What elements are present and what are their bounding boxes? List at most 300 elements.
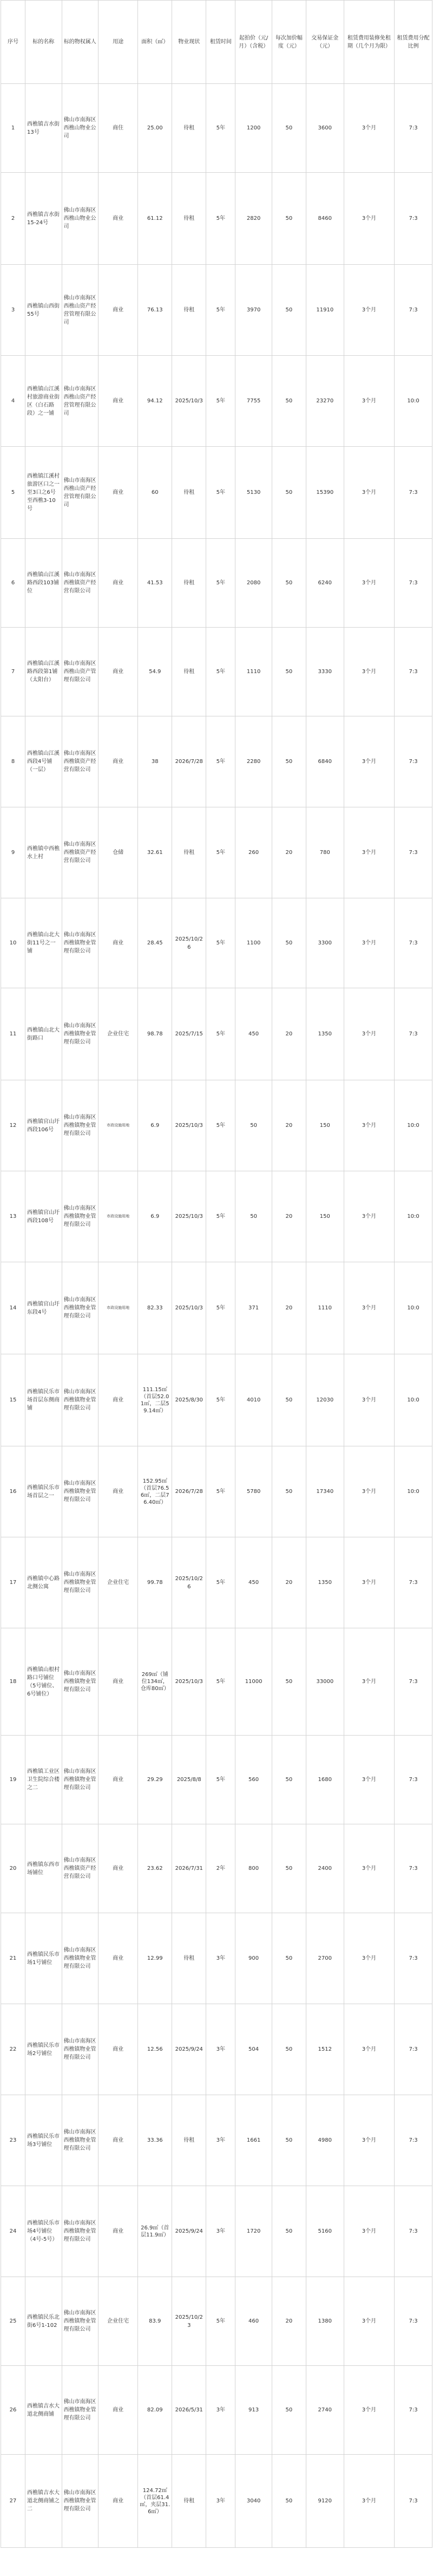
cell-ratio: 7:3 <box>395 628 432 716</box>
cell-increment: 50 <box>272 898 306 988</box>
cell-increment: 50 <box>272 356 306 447</box>
cell-area: 41.53 <box>138 539 172 628</box>
cell-free-period: 3个月 <box>344 2366 394 2455</box>
lease-listing-table <box>1 0 432 2548</box>
cell-price: 913 <box>235 2366 272 2455</box>
cell-status: 2025/10/3 <box>172 1171 206 1262</box>
cell-deposit: 150 <box>306 1080 344 1171</box>
table-row <box>1 1537 432 1628</box>
cell-increment: 20 <box>272 1262 306 1354</box>
cell-deposit: 3300 <box>306 898 344 988</box>
cell-free-period: 3个月 <box>344 2004 394 2095</box>
cell-area: 12.56 <box>138 2004 172 2095</box>
cell-free-period: 3个月 <box>344 447 394 539</box>
cell-name: 西樵镇官山圩西段108号 <box>25 1171 62 1262</box>
cell-status: 2025/7/15 <box>172 988 206 1080</box>
cell-no: 12 <box>1 1080 25 1171</box>
cell-name: 西樵镇山江溪路西段103铺位 <box>25 539 62 628</box>
cell-deposit: 15390 <box>306 447 344 539</box>
cell-term: 5年 <box>206 1446 235 1537</box>
cell-ratio: 7:3 <box>395 2455 432 2548</box>
cell-name: 西樵镇吉水街15-24号 <box>25 173 62 265</box>
cell-status: 2025/10/3 <box>172 1262 206 1354</box>
cell-use: 企业住宅 <box>99 1537 138 1628</box>
cell-status: 待租 <box>172 628 206 716</box>
cell-area: 12.99 <box>138 1913 172 2004</box>
cell-term: 3年 <box>206 1913 235 2004</box>
cell-no: 3 <box>1 265 25 356</box>
cell-status: 待租 <box>172 539 206 628</box>
cell-ratio: 10:0 <box>395 1446 432 1537</box>
cell-use: 商业 <box>99 1824 138 1913</box>
cell-ratio: 10:0 <box>395 1262 432 1354</box>
cell-use: 商业 <box>99 1736 138 1824</box>
cell-owner: 佛山市南海区西樵镇物业管理有限公司 <box>62 1171 99 1262</box>
header-ratio: 租赁费用分配比例 <box>395 1 432 84</box>
cell-term: 5年 <box>206 447 235 539</box>
cell-owner: 佛山市南海区西樵镇物业管理有限公司 <box>62 1736 99 1824</box>
cell-status: 待租 <box>172 1913 206 2004</box>
cell-status: 2026/7/28 <box>172 716 206 807</box>
cell-name: 西樵镇江溪村旅游区口之一至3口之6号至西樵3-10号 <box>25 447 62 539</box>
cell-increment: 50 <box>272 628 306 716</box>
cell-name: 西樵镇山北大街11号之一铺 <box>25 898 62 988</box>
cell-owner: 佛山市南海区西樵山资产经营管理有限公司 <box>62 356 99 447</box>
cell-owner: 佛山市南海区西樵镇物业管理有限公司 <box>62 2186 99 2277</box>
cell-status: 2025/10/26 <box>172 898 206 988</box>
cell-use: 商业 <box>99 539 138 628</box>
cell-term: 3年 <box>206 2004 235 2095</box>
cell-deposit: 1512 <box>306 2004 344 2095</box>
cell-deposit: 17340 <box>306 1446 344 1537</box>
header-increment: 每次加价幅度（元） <box>272 1 306 84</box>
cell-free-period: 3个月 <box>344 265 394 356</box>
cell-use: 商业 <box>99 2366 138 2455</box>
cell-use: 市政设施用地 <box>99 1080 138 1171</box>
cell-use: 商业 <box>99 2186 138 2277</box>
cell-term: 5年 <box>206 1354 235 1446</box>
cell-price: 1110 <box>235 628 272 716</box>
cell-status: 2025/9/24 <box>172 2186 206 2277</box>
table-header <box>1 1 432 84</box>
cell-deposit: 2400 <box>306 1824 344 1913</box>
header-free-period: 租赁费用装修免租期（几个月为限） <box>344 1 394 84</box>
cell-use: 商业 <box>99 356 138 447</box>
cell-increment: 50 <box>272 539 306 628</box>
cell-free-period: 3个月 <box>344 1080 394 1171</box>
cell-term: 3年 <box>206 2366 235 2455</box>
cell-deposit: 4980 <box>306 2095 344 2186</box>
cell-price: 800 <box>235 1824 272 1913</box>
cell-increment: 50 <box>272 716 306 807</box>
cell-status: 2026/5/31 <box>172 2366 206 2455</box>
cell-ratio: 7:3 <box>395 173 432 265</box>
cell-increment: 50 <box>272 265 306 356</box>
cell-price: 504 <box>235 2004 272 2095</box>
table-row <box>1 2366 432 2455</box>
cell-use: 企业住宅 <box>99 2277 138 2366</box>
cell-area: 60 <box>138 447 172 539</box>
cell-no: 6 <box>1 539 25 628</box>
cell-free-period: 3个月 <box>344 1446 394 1537</box>
cell-no: 21 <box>1 1913 25 2004</box>
cell-area: 83.9 <box>138 2277 172 2366</box>
cell-status: 2025/10/3 <box>172 1628 206 1736</box>
cell-owner: 佛山市南海区西樵镇物业管理有限公司 <box>62 2277 99 2366</box>
cell-deposit: 780 <box>306 807 344 898</box>
cell-increment: 50 <box>272 1354 306 1446</box>
cell-status: 2025/10/26 <box>172 1537 206 1628</box>
cell-ratio: 7:3 <box>395 898 432 988</box>
cell-increment: 50 <box>272 2186 306 2277</box>
cell-use: 商业 <box>99 1913 138 2004</box>
cell-price: 7755 <box>235 356 272 447</box>
cell-no: 8 <box>1 716 25 807</box>
table-row <box>1 807 432 898</box>
table-row <box>1 1446 432 1537</box>
cell-free-period: 3个月 <box>344 898 394 988</box>
cell-no: 24 <box>1 2186 25 2277</box>
cell-area: 76.13 <box>138 265 172 356</box>
table-row <box>1 2277 432 2366</box>
cell-no: 11 <box>1 988 25 1080</box>
cell-name: 西樵镇民乐市场4号铺位（4号-5号） <box>25 2186 62 2277</box>
cell-term: 5年 <box>206 84 235 173</box>
cell-use: 商业 <box>99 173 138 265</box>
cell-increment: 50 <box>272 2366 306 2455</box>
cell-increment: 20 <box>272 1171 306 1262</box>
cell-price: 50 <box>235 1171 272 1262</box>
cell-owner: 佛山市南海区西樵镇物业管理有限公司 <box>62 988 99 1080</box>
cell-ratio: 7:3 <box>395 1736 432 1824</box>
cell-no: 5 <box>1 447 25 539</box>
cell-no: 22 <box>1 2004 25 2095</box>
cell-price: 900 <box>235 1913 272 2004</box>
cell-free-period: 3个月 <box>344 1824 394 1913</box>
cell-area: 26.9㎡（首层11.9㎡） <box>138 2186 172 2277</box>
cell-increment: 50 <box>272 2095 306 2186</box>
header-deposit: 交易保证金（元） <box>306 1 344 84</box>
cell-increment: 50 <box>272 1913 306 2004</box>
cell-no: 2 <box>1 173 25 265</box>
cell-area: 82.33 <box>138 1262 172 1354</box>
cell-increment: 50 <box>272 447 306 539</box>
cell-use: 企业住宅 <box>99 988 138 1080</box>
cell-area: 29.29 <box>138 1736 172 1824</box>
cell-term: 5年 <box>206 988 235 1080</box>
cell-price: 3040 <box>235 2455 272 2548</box>
cell-status: 2025/10/3 <box>172 356 206 447</box>
cell-deposit: 1680 <box>306 1736 344 1824</box>
cell-price: 3970 <box>235 265 272 356</box>
cell-increment: 50 <box>272 1446 306 1537</box>
cell-price: 450 <box>235 988 272 1080</box>
cell-name: 西樵镇民乐市场2号铺位 <box>25 2004 62 2095</box>
cell-owner: 佛山市南海区西樵镇物业管理有限公司 <box>62 2366 99 2455</box>
cell-use: 商业 <box>99 628 138 716</box>
cell-free-period: 3个月 <box>344 716 394 807</box>
cell-status: 2025/8/30 <box>172 1354 206 1446</box>
cell-increment: 50 <box>272 1736 306 1824</box>
cell-no: 26 <box>1 2366 25 2455</box>
cell-name: 西樵镇吉水大道北侧商铺之二 <box>25 2455 62 2548</box>
cell-owner: 佛山市南海区西樵镇物业管理有限公司 <box>62 1446 99 1537</box>
table-row <box>1 1736 432 1824</box>
cell-area: 152.95㎡（首层76.56㎡，二层76.40㎡） <box>138 1446 172 1537</box>
cell-term: 5年 <box>206 898 235 988</box>
cell-status: 2026/7/31 <box>172 1824 206 1913</box>
cell-status: 待租 <box>172 84 206 173</box>
cell-status: 待租 <box>172 265 206 356</box>
cell-free-period: 3个月 <box>344 1354 394 1446</box>
cell-name: 西樵镇山北大街路口 <box>25 988 62 1080</box>
cell-increment: 20 <box>272 2277 306 2366</box>
cell-owner: 佛山市南海区西樵镇物业管理有限公司 <box>62 898 99 988</box>
cell-name: 西樵镇官山圩东段4号 <box>25 1262 62 1354</box>
cell-ratio: 7:3 <box>395 988 432 1080</box>
cell-free-period: 3个月 <box>344 1628 394 1736</box>
cell-status: 待租 <box>172 807 206 898</box>
table-row <box>1 539 432 628</box>
cell-free-period: 3个月 <box>344 2455 394 2548</box>
cell-no: 20 <box>1 1824 25 1913</box>
cell-deposit: 6240 <box>306 539 344 628</box>
cell-name: 西樵镇民乐市场3号铺位 <box>25 2095 62 2186</box>
table-row <box>1 898 432 988</box>
cell-name: 西樵镇中西樵水上村 <box>25 807 62 898</box>
cell-free-period: 3个月 <box>344 2186 394 2277</box>
cell-area: 33.36 <box>138 2095 172 2186</box>
cell-name: 西樵镇山西街55号 <box>25 265 62 356</box>
cell-owner: 佛山市南海区西樵镇物业管理有限公司 <box>62 2004 99 2095</box>
cell-use: 商业 <box>99 447 138 539</box>
cell-owner: 佛山市南海区西樵镇物业管理有限公司 <box>62 2095 99 2186</box>
table-row <box>1 1913 432 2004</box>
table-row <box>1 1354 432 1446</box>
cell-term: 5年 <box>206 356 235 447</box>
cell-ratio: 10:0 <box>395 1354 432 1446</box>
cell-ratio: 7:3 <box>395 1628 432 1736</box>
cell-status: 待租 <box>172 2455 206 2548</box>
cell-free-period: 3个月 <box>344 2095 394 2186</box>
table-row <box>1 1080 432 1171</box>
cell-use: 商业 <box>99 265 138 356</box>
cell-price: 1720 <box>235 2186 272 2277</box>
cell-term: 5年 <box>206 2277 235 2366</box>
cell-term: 5年 <box>206 1736 235 1824</box>
cell-area: 82.09 <box>138 2366 172 2455</box>
cell-deposit: 1350 <box>306 1537 344 1628</box>
cell-area: 111.15㎡（首层52.01㎡，二层59.14㎡） <box>138 1354 172 1446</box>
cell-area: 54.9 <box>138 628 172 716</box>
cell-price: 2280 <box>235 716 272 807</box>
cell-name: 西樵镇民乐北街6号1-102 <box>25 2277 62 2366</box>
cell-owner: 佛山市南海区西樵山资产经营管理有限公司 <box>62 265 99 356</box>
cell-ratio: 7:3 <box>395 265 432 356</box>
cell-use: 商业 <box>99 716 138 807</box>
cell-no: 7 <box>1 628 25 716</box>
cell-deposit: 8460 <box>306 173 344 265</box>
cell-ratio: 7:3 <box>395 2366 432 2455</box>
cell-increment: 50 <box>272 2004 306 2095</box>
cell-area: 99.78 <box>138 1537 172 1628</box>
cell-ratio: 7:3 <box>395 807 432 898</box>
cell-free-period: 3个月 <box>344 1537 394 1628</box>
cell-ratio: 7:3 <box>395 447 432 539</box>
cell-name: 西樵镇山江溪村旅游商业街区（白石路段）之一铺 <box>25 356 62 447</box>
cell-no: 23 <box>1 2095 25 2186</box>
cell-deposit: 5160 <box>306 2186 344 2277</box>
cell-owner: 佛山市南海区西樵山物业公司 <box>62 173 99 265</box>
cell-use: 商业 <box>99 1628 138 1736</box>
header-name: 标的名称 <box>25 1 62 84</box>
cell-ratio: 7:3 <box>395 2277 432 2366</box>
table-row <box>1 716 432 807</box>
cell-name: 西樵镇吉水大道北侧商铺 <box>25 2366 62 2455</box>
cell-use: 商业 <box>99 2455 138 2548</box>
table-row <box>1 447 432 539</box>
cell-status: 2025/9/24 <box>172 2004 206 2095</box>
cell-ratio: 10:0 <box>395 1080 432 1171</box>
cell-area: 23.62 <box>138 1824 172 1913</box>
cell-owner: 佛山市南海区西樵镇物业管理有限公司 <box>62 2455 99 2548</box>
table-row <box>1 1262 432 1354</box>
cell-name: 西樵镇山根村路口号铺位（5号铺位、6号铺位） <box>25 1628 62 1736</box>
cell-use: 商业 <box>99 1354 138 1446</box>
cell-area: 28.45 <box>138 898 172 988</box>
table-row <box>1 173 432 265</box>
cell-ratio: 7:3 <box>395 716 432 807</box>
cell-status: 待租 <box>172 447 206 539</box>
cell-ratio: 7:3 <box>395 1913 432 2004</box>
cell-name: 西樵镇东西市场铺位 <box>25 1824 62 1913</box>
cell-no: 25 <box>1 2277 25 2366</box>
header-price: 起拍价（元/月）（含税） <box>235 1 272 84</box>
cell-no: 15 <box>1 1354 25 1446</box>
cell-owner: 佛山市南海区西樵镇资产经营有限公司 <box>62 807 99 898</box>
cell-ratio: 7:3 <box>395 84 432 173</box>
cell-increment: 50 <box>272 1824 306 1913</box>
cell-increment: 20 <box>272 1537 306 1628</box>
table-row <box>1 84 432 173</box>
header-status: 物业现状 <box>172 1 206 84</box>
cell-ratio: 10:0 <box>395 1171 432 1262</box>
cell-deposit: 1380 <box>306 2277 344 2366</box>
cell-price: 450 <box>235 1537 272 1628</box>
cell-price: 11000 <box>235 1628 272 1736</box>
cell-area: 98.78 <box>138 988 172 1080</box>
cell-ratio: 7:3 <box>395 1537 432 1628</box>
header-term: 租赁时间 <box>206 1 235 84</box>
cell-free-period: 3个月 <box>344 1736 394 1824</box>
cell-free-period: 3个月 <box>344 84 394 173</box>
table-row <box>1 2455 432 2548</box>
cell-no: 14 <box>1 1262 25 1354</box>
cell-term: 5年 <box>206 628 235 716</box>
cell-deposit: 3600 <box>306 84 344 173</box>
cell-price: 50 <box>235 1080 272 1171</box>
cell-name: 西樵镇工业区卫生院综合楼之二 <box>25 1736 62 1824</box>
cell-area: 32.61 <box>138 807 172 898</box>
cell-owner: 佛山市南海区西樵镇物业管理有限公司 <box>62 1262 99 1354</box>
table-body <box>1 84 432 2548</box>
cell-deposit: 2740 <box>306 2366 344 2455</box>
cell-price: 1200 <box>235 84 272 173</box>
cell-use: 市政设施用地 <box>99 1262 138 1354</box>
cell-no: 27 <box>1 2455 25 2548</box>
cell-term: 5年 <box>206 1080 235 1171</box>
cell-no: 10 <box>1 898 25 988</box>
cell-use: 商业 <box>99 1446 138 1537</box>
cell-free-period: 3个月 <box>344 1913 394 2004</box>
cell-increment: 50 <box>272 84 306 173</box>
cell-free-period: 3个月 <box>344 807 394 898</box>
cell-free-period: 3个月 <box>344 2277 394 2366</box>
cell-name: 西樵镇山江溪西段4号铺（一层） <box>25 716 62 807</box>
cell-term: 2年 <box>206 1824 235 1913</box>
table-row <box>1 1171 432 1262</box>
cell-term: 5年 <box>206 1628 235 1736</box>
cell-deposit: 9120 <box>306 2455 344 2548</box>
table-row <box>1 2186 432 2277</box>
cell-no: 18 <box>1 1628 25 1736</box>
cell-owner: 佛山市南海区西樵山资产管理有限公司 <box>62 628 99 716</box>
cell-name: 西樵镇吉水街13号 <box>25 84 62 173</box>
cell-free-period: 3个月 <box>344 1262 394 1354</box>
cell-owner: 佛山市南海区西樵镇物业管理有限公司 <box>62 1537 99 1628</box>
cell-owner: 佛山市南海区西樵镇物业管理有限公司 <box>62 1080 99 1171</box>
header-owner: 标的物权属人 <box>62 1 99 84</box>
cell-status: 待租 <box>172 2095 206 2186</box>
cell-area: 61.12 <box>138 173 172 265</box>
cell-term: 3年 <box>206 2455 235 2548</box>
cell-status: 2025/8/8 <box>172 1736 206 1824</box>
cell-ratio: 7:3 <box>395 2095 432 2186</box>
cell-deposit: 1110 <box>306 1262 344 1354</box>
cell-term: 3年 <box>206 2095 235 2186</box>
header-use: 用途 <box>99 1 138 84</box>
cell-price: 560 <box>235 1736 272 1824</box>
cell-ratio: 7:3 <box>395 2186 432 2277</box>
cell-free-period: 3个月 <box>344 628 394 716</box>
cell-increment: 20 <box>272 807 306 898</box>
cell-area: 6.9 <box>138 1080 172 1171</box>
table-row <box>1 265 432 356</box>
cell-ratio: 7:3 <box>395 1824 432 1913</box>
cell-term: 3年 <box>206 2186 235 2277</box>
header-area: 面积（㎡） <box>138 1 172 84</box>
table-row <box>1 356 432 447</box>
cell-name: 西樵镇山江溪路西段第1铺（太阳台） <box>25 628 62 716</box>
cell-status: 2025/10/3 <box>172 1080 206 1171</box>
cell-status: 待租 <box>172 173 206 265</box>
cell-area: 6.9 <box>138 1171 172 1262</box>
cell-use: 市政设施用地 <box>99 1171 138 1262</box>
cell-owner: 佛山市南海区西樵镇资产经营有限公司 <box>62 1824 99 1913</box>
cell-use: 商业 <box>99 2095 138 2186</box>
cell-area: 124.72㎡（首层61.4㎡，夹层31.6㎡） <box>138 2455 172 2548</box>
cell-use: 商业 <box>99 898 138 988</box>
cell-owner: 佛山市南海区西樵镇资产经营有限公司 <box>62 539 99 628</box>
cell-price: 1661 <box>235 2095 272 2186</box>
cell-increment: 50 <box>272 2455 306 2548</box>
cell-increment: 50 <box>272 1628 306 1736</box>
table-row <box>1 628 432 716</box>
cell-free-period: 3个月 <box>344 356 394 447</box>
cell-use: 商住 <box>99 84 138 173</box>
cell-status: 2026/7/28 <box>172 1446 206 1537</box>
cell-area: 269㎡（铺位134㎡，仓库80㎡） <box>138 1628 172 1736</box>
